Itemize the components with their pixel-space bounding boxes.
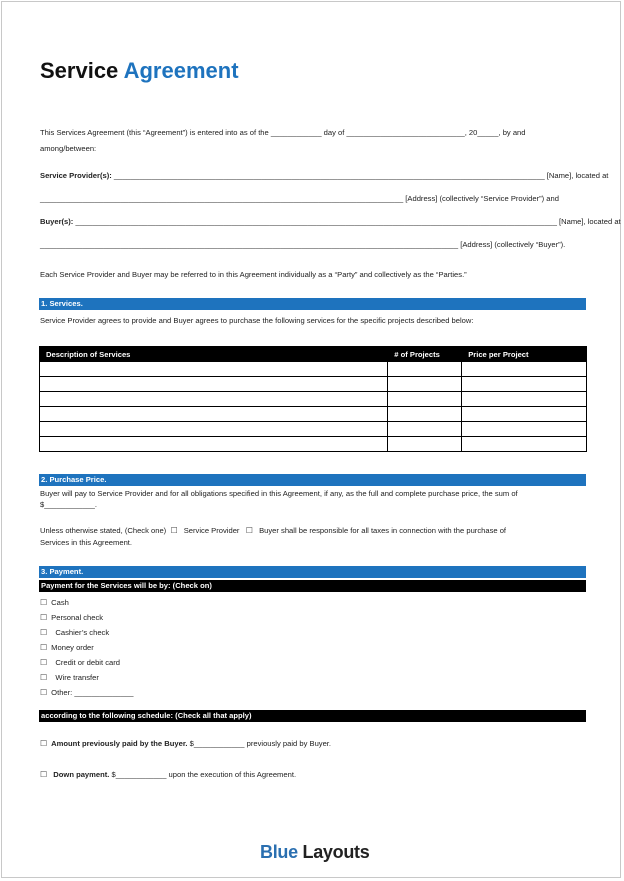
buyer-address-line[interactable]: ___________________________________________________________________________________________________ [Address] (collectively “Buyer”). (40, 240, 566, 249)
title-part-1: Service (40, 58, 119, 83)
intro-line-1: This Services Agreement (this “Agreement”) is entered into as of the ____________ day of ____________________________, 20_____, by and (40, 128, 526, 137)
payment-option-label: Other: ______________ (51, 688, 134, 697)
checkbox-icon[interactable]: ☐ (40, 628, 48, 637)
cell-description[interactable] (40, 407, 388, 422)
section-2-heading: 2. Purchase Price. (39, 474, 586, 486)
cell-projects[interactable] (388, 407, 462, 422)
payment-option-other[interactable] (40, 688, 134, 697)
cell-price[interactable] (462, 377, 587, 392)
schedule-label: Down payment. (53, 770, 110, 779)
tax-option-service-provider: Service Provider (183, 526, 240, 535)
cell-description[interactable] (40, 362, 388, 377)
checkbox-icon[interactable]: ☐ (40, 613, 48, 622)
schedule-previous-payment (40, 739, 331, 748)
purchase-price-line-1: Buyer will pay to Service Provider and for all obligations specified in this Agreement, if any, as the full and complete purchase price, the sum of (40, 489, 518, 498)
party-definition: Each Service Provider and Buyer may be referred to in this Agreement individually as a “Party” and collectively as the “Parties.” (40, 270, 467, 279)
provider-row (40, 171, 608, 180)
payment-option-personal-check[interactable] (40, 613, 103, 622)
section-1-text: Service Provider agrees to provide and Buyer agrees to purchase the following services for the specific projects described below: (40, 316, 474, 325)
payment-option-label: Personal check (51, 613, 104, 622)
cell-projects[interactable] (388, 422, 462, 437)
payment-option-label: Money order (51, 643, 94, 652)
provider-label: Service Provider(s): (40, 171, 112, 180)
payment-method-heading: Payment for the Services will be by: (Check on) (39, 580, 586, 592)
cell-price[interactable] (462, 422, 587, 437)
payment-option-cash[interactable] (40, 598, 69, 607)
checkbox-icon[interactable]: ☐ (40, 643, 48, 652)
checkbox-icon[interactable]: ☐ (40, 673, 48, 682)
cell-projects[interactable] (388, 437, 462, 452)
cell-price[interactable] (462, 362, 587, 377)
tax-responsibility-row (40, 526, 506, 535)
title-part-2: Agreement (123, 58, 239, 83)
services-table (39, 346, 587, 452)
payment-option-cashiers-check[interactable] (40, 628, 109, 637)
cell-projects[interactable] (388, 377, 462, 392)
cell-projects[interactable] (388, 392, 462, 407)
checkbox-icon[interactable]: ☐ (40, 688, 48, 697)
table-row (40, 437, 587, 452)
header-projects: # of Projects (388, 347, 462, 362)
cell-price[interactable] (462, 407, 587, 422)
section-1-heading: 1. Services. (39, 298, 586, 310)
checkbox-icon[interactable]: ☐ (40, 598, 48, 607)
table-row (40, 377, 587, 392)
provider-address-line[interactable]: ______________________________________________________________________________________ [Address] (collectively “Service Provider”) and (40, 194, 559, 203)
payment-option-label: Wire transfer (51, 673, 99, 682)
tax-line-2: Services in this Agreement. (40, 538, 133, 547)
payment-option-label: Cash (51, 598, 69, 607)
payment-option-card[interactable] (40, 658, 120, 667)
document-title (40, 58, 239, 84)
blue-layouts-logo (260, 842, 369, 863)
cell-description[interactable] (40, 437, 388, 452)
header-description: Description of Services (40, 347, 388, 362)
schedule-amount-field[interactable]: $____________ previously paid by Buyer. (189, 739, 332, 748)
checkbox-icon[interactable]: ☐ (245, 526, 253, 535)
checkbox-icon[interactable]: ☐ (40, 658, 48, 667)
header-price: Price per Project (462, 347, 587, 362)
schedule-down-payment (40, 770, 296, 779)
tax-line-prefix: Unless otherwise stated, (Check one) (40, 526, 167, 535)
tax-option-buyer: Buyer shall be responsible for all taxes in connection with the purchase of (259, 526, 507, 535)
services-table-header (40, 347, 587, 362)
buyer-label: Buyer(s): (40, 217, 74, 226)
table-row (40, 392, 587, 407)
cell-description[interactable] (40, 422, 388, 437)
logo-part-2: Layouts (302, 842, 370, 862)
cell-price[interactable] (462, 392, 587, 407)
table-row (40, 407, 587, 422)
purchase-price-amount[interactable]: $____________. (40, 500, 98, 509)
provider-name-line[interactable]: ______________________________________________________________________________________________________ [Name], located at (113, 171, 609, 180)
buyer-name-line[interactable]: __________________________________________________________________________________________________________________ [Name], located at (75, 217, 621, 226)
logo-part-1: Blue (260, 842, 298, 862)
cell-projects[interactable] (388, 362, 462, 377)
cell-description[interactable] (40, 392, 388, 407)
payment-option-wire[interactable] (40, 673, 99, 682)
checkbox-icon[interactable]: ☐ (40, 739, 48, 748)
table-row (40, 422, 587, 437)
cell-price[interactable] (462, 437, 587, 452)
checkbox-icon[interactable]: ☐ (170, 526, 178, 535)
payment-option-label: Cashier’s check (51, 628, 110, 637)
table-row (40, 362, 587, 377)
section-3-heading: 3. Payment. (39, 566, 586, 578)
checkbox-icon[interactable]: ☐ (40, 770, 48, 779)
payment-option-money-order[interactable] (40, 643, 94, 652)
schedule-label: Amount previously paid by the Buyer. (51, 739, 188, 748)
schedule-heading: according to the following schedule: (Check all that apply) (39, 710, 586, 722)
cell-description[interactable] (40, 377, 388, 392)
intro-line-2: among/between: (40, 144, 97, 153)
buyer-row (40, 217, 621, 226)
schedule-amount-field[interactable]: $____________ upon the execution of this Agreement. (111, 770, 297, 779)
payment-option-label: Credit or debit card (51, 658, 120, 667)
